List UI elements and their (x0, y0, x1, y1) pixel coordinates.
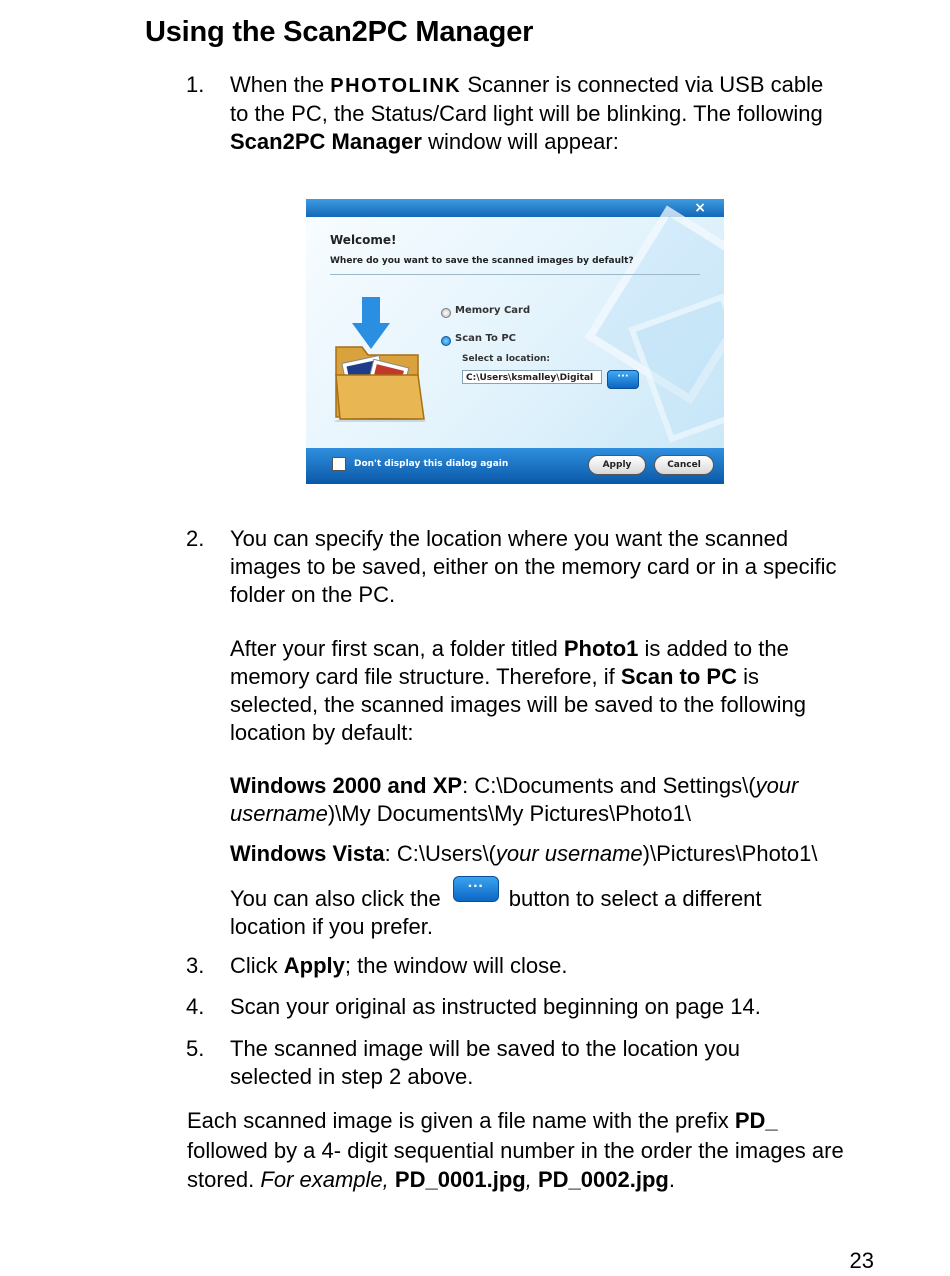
step-1-number: 1. (186, 72, 205, 97)
win2000-italic: your username (230, 773, 799, 826)
step-3-text (230, 952, 870, 980)
step-2-number: 2. (186, 526, 205, 551)
step-1-bold: Scan2PC Manager (230, 129, 422, 154)
p2-scan-to-pc: Scan to PC (620, 664, 737, 689)
select-location-label: Select a location: (462, 354, 551, 364)
browse-instruction (230, 882, 830, 941)
step-3-number: 3. (186, 953, 205, 978)
closing-example-1: PD_0001.jpg (394, 1167, 526, 1192)
vista-label: Windows Vista (230, 841, 385, 866)
step-3-b: ; the window will close. (344, 953, 568, 978)
vista-b: )\Pictures\Photo1\ (642, 841, 818, 866)
step-1-pre: When the (230, 72, 325, 97)
step-3-a: Click (230, 953, 278, 978)
closing-example-2: PD_0002.jpg (538, 1167, 669, 1192)
page-number: 23 (849, 1248, 874, 1273)
cancel-button[interactable]: Cancel (654, 455, 714, 475)
closing-italic: For example, (260, 1167, 389, 1192)
file-naming-paragraph (187, 1106, 847, 1195)
apply-button[interactable]: Apply (588, 455, 646, 475)
step-2-paragraph-1: You can specify the location where you want the scanned images to be saved, either on the memory card or in a specific folder on the PC. (230, 526, 837, 607)
win2000-b: )\My Documents\My Pictures\Photo1\ (327, 801, 691, 826)
step-4-number: 4. (186, 994, 205, 1019)
p2-photo1: Photo1 (563, 636, 639, 661)
closing-a: Each scanned image is given a file name with the prefix (187, 1108, 729, 1133)
scan2pc-dialog-screenshot (306, 199, 724, 484)
dialog-welcome: Welcome! (330, 233, 397, 247)
closing-prefix: PD_ (734, 1108, 778, 1133)
browse-button[interactable]: ··· (607, 370, 639, 389)
step-5-text: The scanned image will be saved to the location you selected in step 2 above. (230, 1036, 740, 1089)
closing-end: . (668, 1167, 675, 1192)
dialog-body (306, 217, 724, 448)
browse-button-icon (453, 876, 499, 902)
vista-italic: your username (495, 841, 643, 866)
location-path-field[interactable]: C:\Users\ksmalley\Digital (462, 370, 602, 384)
dialog-footer (306, 448, 724, 484)
p2-e: is selected, the scanned images will be saved to the following location by default: (230, 664, 807, 745)
step-5-number: 5. (186, 1036, 205, 1061)
click-a: You can also click the (230, 886, 441, 911)
windows-vista-path (230, 840, 890, 868)
dont-display-checkbox[interactable] (332, 457, 346, 471)
step-4-text: Scan your original as instructed beginning on page 14. (230, 994, 761, 1019)
step-1-end: window will appear: (428, 129, 619, 154)
win2000-label: Windows 2000 and XP (230, 773, 463, 798)
page-heading: Using the Scan2PC Manager (145, 16, 534, 48)
radio-memory-card[interactable] (441, 308, 451, 318)
close-icon[interactable]: × (694, 200, 706, 216)
p2-a: After your first scan, a folder titled (230, 636, 558, 661)
p2-c: is added to the memory card file structure. Therefore, if (230, 636, 789, 689)
dialog-question: Where do you want to save the scanned images by default? (330, 256, 634, 266)
radio-scan-to-pc[interactable] (441, 336, 451, 346)
vista-a: : C:\Users\( (384, 841, 496, 866)
option-scan-to-pc-label: Scan To PC (455, 333, 516, 344)
step-3-apply: Apply (283, 953, 345, 978)
closing-comma: , (525, 1167, 532, 1192)
step-1-post: Scanner is connected via USB cable to the PC, the Status/Card light will be blinking. The following (230, 72, 824, 126)
photolink-logo: PHOTOLINK (330, 75, 462, 97)
divider (330, 274, 700, 275)
dont-display-label: Don't display this dialog again (354, 459, 509, 469)
step-1-text (230, 71, 830, 156)
windows-2000-xp-path (230, 772, 865, 828)
win2000-a: : C:\Documents and Settings\( (462, 773, 756, 798)
option-memory-card-label: Memory Card (455, 305, 531, 316)
closing-b: followed by a 4- digit sequential number in the order the images are stored. (187, 1137, 844, 1192)
step-2-paragraph-2 (230, 635, 845, 747)
folder-photos-icon (332, 297, 432, 422)
click-b: button to select a different location if you prefer. (230, 886, 762, 939)
